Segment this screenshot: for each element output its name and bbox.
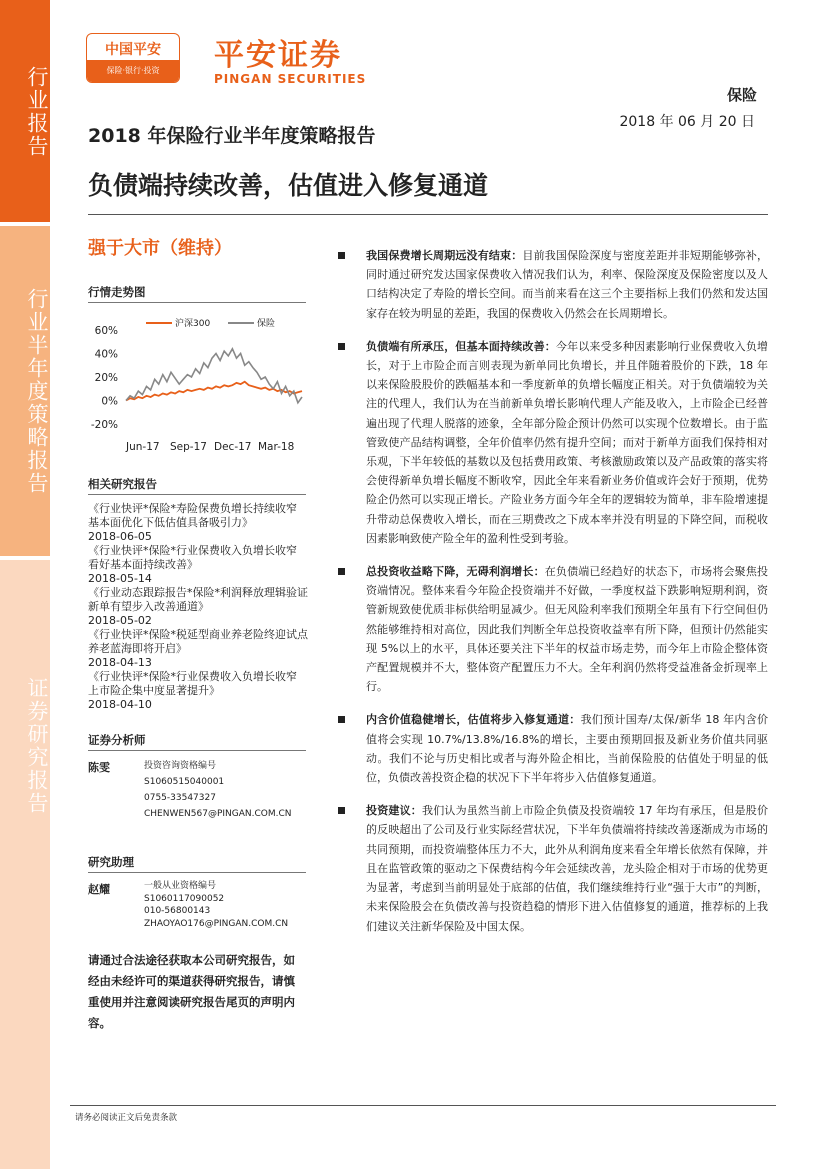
paragraph-lead: 总投资收益略下降，无碍利润增长： — [366, 565, 545, 579]
paragraph-text: 在负债端已经趋好的状态下，市场将会聚焦投资端情况。整体来看今年险企投资端并不好做，一季度权益下跌影响短期利润，资管新规致使优质非标供给明显减少。但无风险利率我们预期全年虽有下行空间但仍然能够维持相对高位，因此我们判断全年总投资收益率有所下降，但预计仍然能实现 5%以上的水平，具体还要关注下半年的权益市场走势，而今年上市险企整体资产配置规模并不大，整体资产配置压力不大。全年利润仍然将受益准备金折现率上行。 — [366, 565, 769, 694]
footer-divider — [70, 1105, 776, 1106]
sidebar-label-research: 证券研究报告 — [25, 677, 49, 815]
x-tick-label: Mar-18 — [258, 441, 295, 453]
summary-paragraph — [338, 710, 768, 787]
related-reports-list — [88, 502, 308, 712]
header-divider — [88, 214, 768, 215]
logo-box-subtitle: 保险·银行·投资 — [87, 60, 179, 82]
sidebar-label-strategy: 行业半年度策略报告 — [25, 287, 49, 495]
assistant-name: 赵耀 — [88, 883, 110, 896]
trend-heading-rule — [88, 302, 306, 303]
rating-label: 强于大市（维持） — [88, 238, 232, 259]
report-title: 负债端持续改善，估值进入修复通道 — [88, 171, 489, 200]
report-subtitle: 2018 年保险行业半年度策略报告 — [88, 125, 376, 147]
access-disclaimer: 请通过合法途径获取本公司研究报告，如经由未经许可的渠道获得研究报告，请慎重使用并注意阅读研究报告尾页的声明内容。 — [88, 953, 295, 1030]
analyst-license-number: S1060515040001 — [144, 777, 225, 787]
pingan-securities-logo — [214, 30, 366, 86]
assistant-qualification: 一般从业资格编号 — [144, 881, 217, 891]
analyst-phone: 0755-33547327 — [144, 793, 216, 803]
logo-box-title: 中国平安 — [105, 42, 161, 58]
trend-chart-heading: 行情走势图 — [88, 285, 146, 299]
report-link-title[interactable]: 《行业快评*保险*税延型商业养老险终迎试点 养老蓝海即将开启》 — [88, 628, 308, 655]
analyst-heading: 证券分析师 — [88, 733, 146, 747]
y-tick-label: 0% — [101, 395, 118, 408]
trend-chart — [88, 312, 306, 462]
bullet-square-icon — [338, 252, 345, 259]
report-link-title[interactable]: 《行业快评*保险*行业保费收入负增长收窄 上市险企集中度显著提升》 — [88, 670, 297, 697]
bullet-square-icon — [338, 807, 345, 814]
bullet-square-icon — [338, 716, 345, 723]
sidebar — [0, 0, 50, 1169]
bullet-square-icon — [338, 343, 345, 350]
summary-paragraph — [338, 246, 768, 323]
report-date: 2018-05-14 — [88, 572, 152, 585]
paragraph-lead: 投资建议： — [366, 804, 422, 818]
y-tick-label: 20% — [94, 372, 118, 384]
legend-label: 沪深300 — [175, 319, 211, 329]
report-date: 2018-04-10 — [88, 698, 152, 711]
y-tick-label: 60% — [94, 325, 118, 337]
assistant-heading: 研究助理 — [88, 855, 134, 869]
brand-name-en: PINGAN SECURITIES — [214, 72, 367, 86]
trend-chart-svg — [88, 312, 306, 462]
footer-disclaimer: 请务必阅读正文后免责条款 — [75, 1113, 178, 1123]
report-link-title[interactable]: 《行业快评*保险*寿险保费负增长持续收窄 基本面优化下低估值具备吸引力》 — [88, 502, 297, 529]
assistant-license-number: S1060117090052 — [144, 893, 225, 904]
paragraph-text: 我们认为虽然当前上市险企负债及投资端较 17 年均有承压，但是股价的反映超出了公司及行业实际经营状况，下半年负债端将持续改善逐渐成为市场的共同预期，而投资端整体压力不大，此外从利润角度来看全年增长依然有保障，并且在监管政策的驱动之下保费结构今年会延续改善，龙头险企相对于市场的优势更为显著，考虑到当前明显处于底部的估值，我们继续维持行业“强于大市”的判断，未来保险股会在负债改善与投资趋稳的情形下进入估值修复的通道，推荐标的上我们建议关注新华保险及中国太保。 — [366, 804, 768, 933]
analyst-name: 陈雯 — [88, 761, 110, 774]
analyst-heading-rule — [88, 750, 306, 751]
analyst-contact — [144, 758, 292, 822]
analyst-email[interactable]: CHENWEN567@PINGAN.COM.CN — [144, 809, 292, 819]
y-tick-label: 40% — [94, 348, 118, 361]
paragraph-lead: 内含价值稳健增长，估值将步入修复通道： — [366, 713, 581, 727]
sector-label: 保险 — [726, 86, 757, 104]
pingan-group-logo — [86, 33, 180, 83]
y-tick-label: -20% — [90, 419, 118, 431]
paragraph-text: 今年以来受多种因素影响行业保费收入负增长，对于上市险企而言则表现为新单同比负增长，并且伴随着股价的下跌，18 年以来保险股股价的跌幅基本和一季度新单的负增长幅度正相关。对于负债端较为关注的代理人，我们认为在当前新单负增长影响代理人产能及收入，上市险企已经普遍出现了代理人脱落的迹象，全年部分险企预计仍然可以实现个位数增长。由于监管致使产品结构调整，全年价值率仍然有提升空间；而对于新单方面我们保持相对乐观，下半年较低的基数以及包括费用政策、考核激励政策以及产品政策的落实将会使得新单负增长幅度不断收窄，因此全年来看新业务价值或许会好于预期，优势险企仍然可以实现正增长。产险业务方面今年全年的逻辑较为简单，非车险增速提升带动总保费收入增长，而在三期费改之下成本率并没有明显的下降空间，而税收因素影响致使产险全年的盈利性受到考验。 — [366, 339, 769, 545]
report-date: 2018-04-13 — [88, 656, 152, 669]
summary-paragraph — [338, 337, 768, 548]
x-tick-label: Dec-17 — [214, 441, 252, 453]
assistant-heading-rule — [88, 872, 306, 873]
brand-name-cn: 平安证券 — [214, 38, 342, 73]
bullet-square-icon — [338, 568, 345, 575]
x-tick-label: Sep-17 — [170, 441, 207, 453]
series-line-insurance — [126, 349, 302, 403]
paragraph-lead: 负债端有所承压，但基本面持续改善： — [366, 339, 556, 353]
paragraph-lead: 我国保费增长周期远没有结束： — [366, 249, 523, 262]
report-date: 2018-06-05 — [88, 530, 152, 543]
summary-paragraph — [338, 562, 768, 696]
assistant-contact — [144, 880, 288, 930]
assistant-phone: 010-56800143 — [144, 906, 211, 916]
report-date: 2018 年 06 月 20 日 — [619, 114, 755, 130]
summary-body — [338, 246, 768, 950]
assistant-email[interactable]: ZHAOYAO176@PINGAN.COM.CN — [144, 918, 289, 929]
report-link-title[interactable]: 《行业快评*保险*行业保费收入负增长收窄 看好基本面持续改善》 — [88, 544, 297, 571]
paragraph-text: 目前我国保险深度与密度差距并非短期能够弥补，同时通过研究发达国家保费收入情况我们认为，利率、保险深度及保险密度以及人口结构决定了寿险的增长空间。而当前来看在这三个主要指标上我们仍然和发达国家存在较为明显的差距，我国的保费收入仍然会在长周期增长。 — [366, 249, 769, 320]
related-heading-rule — [88, 494, 306, 495]
sidebar-label-report-type: 行业报告 — [25, 66, 49, 158]
summary-paragraph — [338, 801, 768, 935]
related-reports-heading: 相关研究报告 — [88, 477, 157, 491]
legend-label: 保险 — [257, 319, 276, 329]
x-tick-label: Jun-17 — [126, 441, 160, 453]
report-date: 2018-05-02 — [88, 614, 152, 627]
report-link-title[interactable]: 《行业动态跟踪报告*保险*利润释放理辑验证 新单有望步入改善通道》 — [88, 586, 308, 613]
sidebar-block-bottom — [0, 560, 50, 1169]
paragraph-text: 我们预计国寿/太保/新华 18 年内含价值将会实现 10.7%/13.8%/16.8%的增长，主要由预期回报及新业务价值共同驱动。我们不论与历史相比或者与海外险企相比，当前保险股的估值处于明显的低位，负债改善投资企稳的状况下下半年将步入估值修复通道。 — [366, 713, 768, 785]
analyst-qualification: 投资咨询资格编号 — [144, 761, 217, 771]
